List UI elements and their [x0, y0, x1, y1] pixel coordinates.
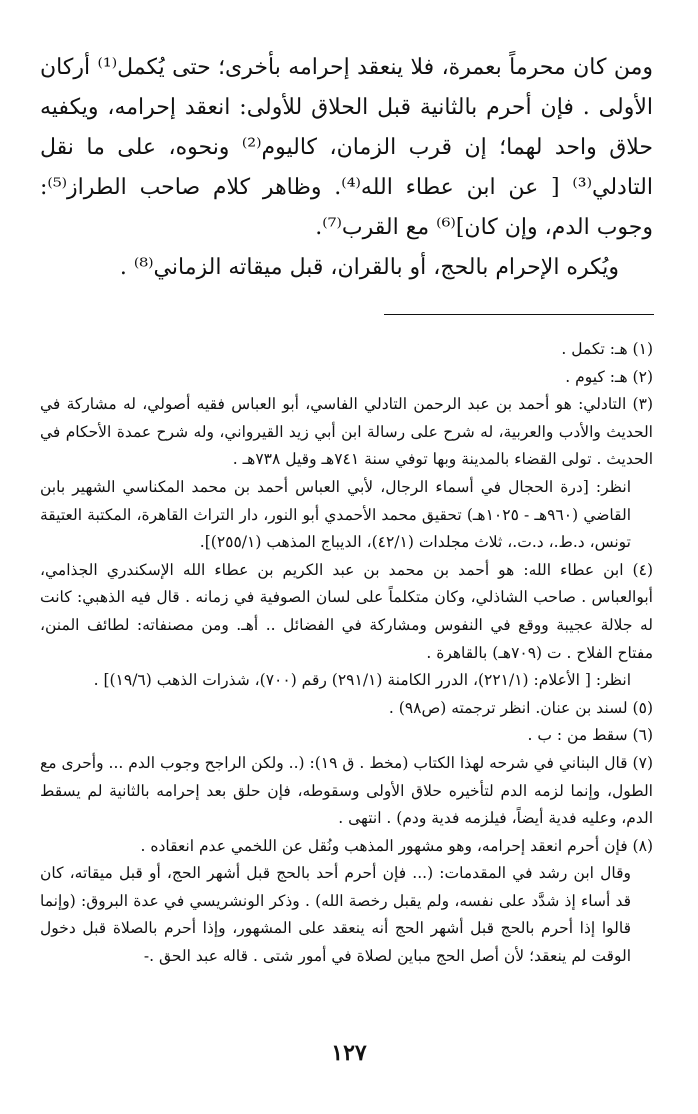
footnote-1: (١) هـ: تكمل . — [561, 340, 653, 358]
footnote-divider — [384, 314, 654, 315]
footnote-2: (٢) هـ: كيوم . — [565, 367, 653, 386]
footnote-3-references: انظر: [درة الحجال في أسماء الرجال، لأبي العباس أحمد بن محمد المكناسي الشهير بابن القاضي (٩٦٠هـ - ١٠٢٥هـ) تحقيق محمد الأحمدي أبو النور، دار التراث القاهرة، المكتبة العتيقة تونس، د.ط.، د.ت.، ثلاث مجلدات (٤٢/١)، الديباج المذهب (٢٥٥/١)]. — [40, 477, 631, 552]
page-number: ١٢٧ — [331, 1040, 367, 1066]
main-paragraph-1: ومن كان محرماً بعمرة، فلا ينعقد إحرامه بأخرى؛ حتى يُكمل⁽¹⁾ أركان الأولى . فإن أحرم بالثانية قبل الحلاق للأولى: انعقد إحرامه، ويكفيه حلاق واحد لهما؛ إن قرب الزمان، كاليوم⁽²⁾ ونحوه، على ما نقل التادلي⁽³⁾ [ عن ابن عطاء الله⁽⁴⁾. وظاهر كلام صاحب الطراز⁽⁵⁾: وجوب الدم، وإن كان]⁽⁶⁾ مع القرب⁽⁷⁾. — [40, 55, 654, 240]
main-paragraph-2: ويُكره الإحرام بالحج، أو بالقران، قبل ميقاته الزماني⁽⁸⁾ . — [119, 255, 619, 280]
footnote-3: (٣) التادلي: هو أحمد بن عبد الرحمن التادلي الفاسي، أبو العباس فقيه أصولي، له مشاركة في الحديث والأدب والعربية، له شرح على رسالة ابن أبي زيد القيرواني، وله شرح عمدة الأحكام في الحديث . تولى القضاء بالمدينة وبها توفي سنة ٧٤١هـ وقيل ٧٣٨هـ . — [40, 395, 653, 469]
footnote-8: (٨) فإن أحرم انعقد إحرامه، وهو مشهور المذهب ونُقل عن اللخمي عدم انعقاده . — [140, 836, 653, 855]
footnote-7: (٧) قال البناني في شرحه لهذا الكتاب (مخط . ق ١٩): (.. ولكن الراجح وجوب الدم ... وأحرى مع الطول، وإنما لزمه الدم لتأخيره حلاق الأولى وسقوطه، فإن حلق بعد إحرامه بالثانية لم يسقط الدم، وعليه فدية أيضاً، فيلزمه فدية ودم) . انتهى . — [40, 753, 653, 828]
footnotes-section — [40, 336, 653, 971]
footnote-6: (٦) سقط من : ب . — [527, 726, 653, 745]
footnote-4-references: انظر: [ الأعلام: (٢٢١/١)، الدرر الكامنة (٢٩١/١) رقم (٧٠٠)، شذرات الذهب (١٩/٦)] . — [93, 671, 631, 690]
footnote-5: (٥) لسند بن عنان. انظر ترجمته (ص٩٨) . — [388, 698, 653, 717]
main-text-body — [40, 48, 653, 288]
footnote-8-continuation: وقال ابن رشد في المقدمات: (... فإن أحرم أحد بالحج قبل أشهر الحج، أو قبل ميقاته، كان قد أساء إذ شدَّد على نفسه، ولم يقبل رخصة الله) . وذكر الونشريسي في عدة البروق: (وإنما قالوا إذا أحرم بالحج قبل أشهر الحج أنه ينعقد على المشهور، وإذا أحرم بالصلاة قبل دخول الوقت لم ينعقد؛ لأن أصل الحج مباين لصلاة في أمور شتى . قاله عبد الحق .- — [40, 864, 631, 966]
footnote-4: (٤) ابن عطاء الله: هو أحمد بن محمد بن عبد الكريم بن عطاء الله الإسكندري الجذامي، أبوالعباس . صاحب الشاذلي، وكان متكلماً على لسان الصوفية في زمانه . قال فيه الذهبي: كانت له جلالة عجيبة ووقع في النفوس ومشاركة في الفضائل .. أهـ. ومن مصنفاته: لطائف المنن، مفتاح الفلاح . ت (٧٠٩هـ) بالقاهرة . — [40, 560, 653, 662]
